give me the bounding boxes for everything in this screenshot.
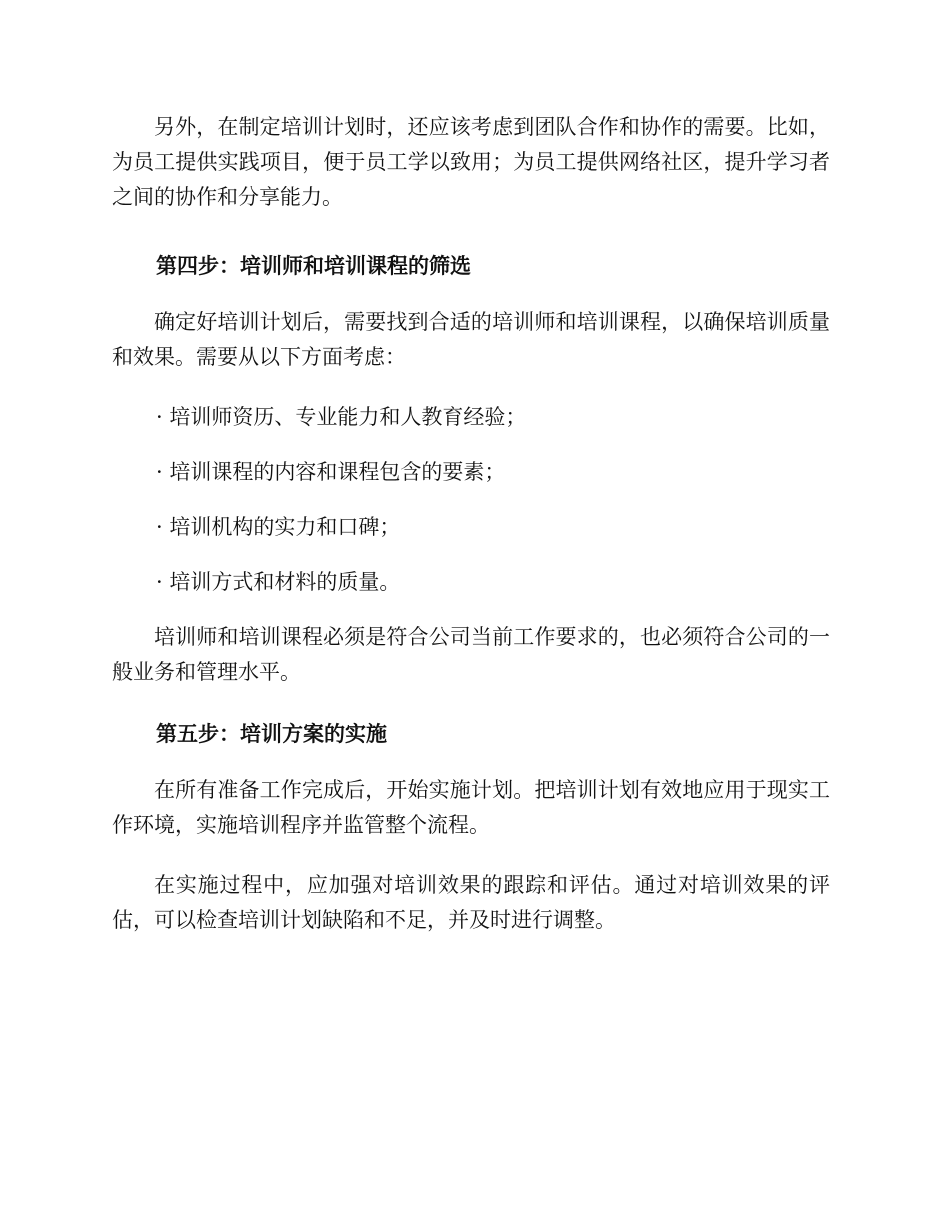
paragraph-team-collaboration: 另外，在制定培训计划时，还应该考虑到团队合作和协作的需要。比如，为员工提供实践项目，便于员工学以致用；为员工提供网络社区，提升学习者之间的协作和分享能力。 [112, 115, 830, 209]
paragraph-implementation: 在所有准备工作完成后，开始实施计划。把培训计划有效地应用于现实工作环境，实施培训程序并监管整个流程。 [112, 778, 830, 837]
bullet-item: · 培训师资历、专业能力和人教育经验； [156, 405, 527, 429]
bullet-item: · 培训课程的内容和课程包含的要素； [156, 460, 506, 484]
bullet-item: · 培训方式和材料的质量。 [156, 570, 401, 594]
heading-step-four: 第四步：培训师和培训课程的筛选 [156, 254, 471, 278]
heading-step-five: 第五步：培训方案的实施 [156, 722, 387, 746]
paragraph-evaluation: 在实施过程中，应加强对培训效果的跟踪和评估。通过对培训效果的评估，可以检查培训计划缺陷和不足，并及时进行调整。 [112, 873, 830, 932]
paragraph-requirements: 培训师和培训课程必须是符合公司当前工作要求的，也必须符合公司的一般业务和管理水平。 [112, 625, 830, 684]
paragraph-trainer-selection: 确定好培训计划后，需要找到合适的培训师和培训课程，以确保培训质量和效果。需要从以下方面考虑： [112, 310, 830, 369]
bullet-item: · 培训机构的实力和口碑； [156, 515, 401, 539]
